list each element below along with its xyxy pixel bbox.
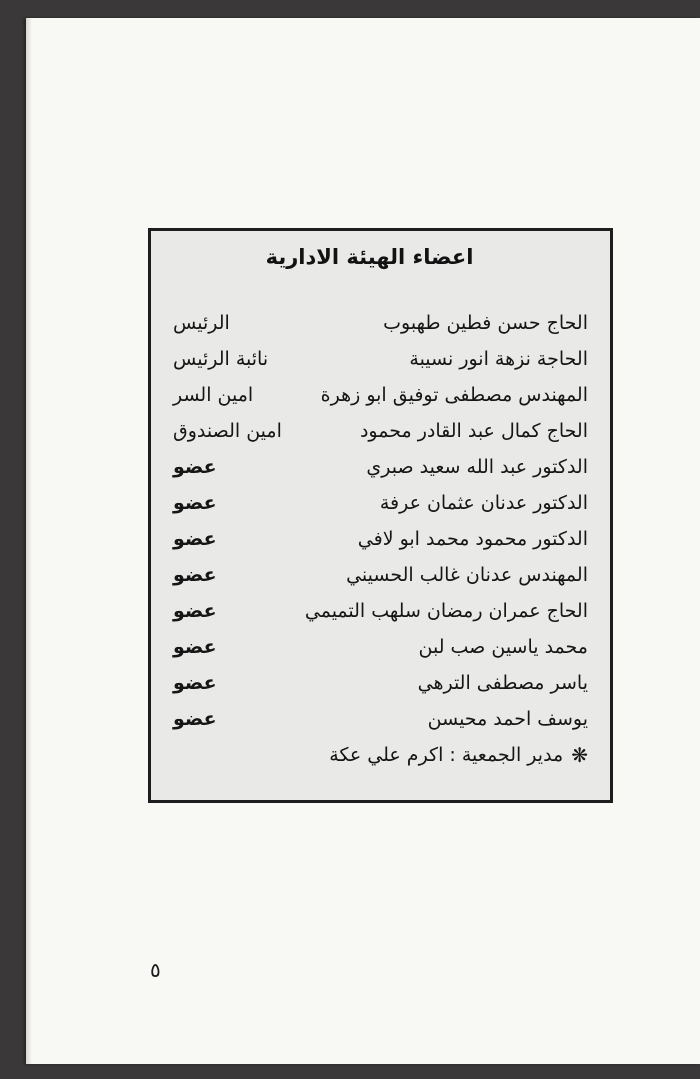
box-title: اعضاء الهيئة الادارية <box>265 245 474 269</box>
member-role: نائبة الرئيس <box>173 348 269 370</box>
board-members-box <box>148 228 613 803</box>
member-role: عضو <box>173 564 217 586</box>
member-name: الحاجة نزهة انور نسيبة <box>409 348 588 370</box>
member-row <box>151 305 588 341</box>
director-text: مدير الجمعية : اكرم علي عكة <box>329 744 564 766</box>
member-name: المهندس عدنان غالب الحسيني <box>346 564 588 586</box>
director-line <box>151 737 588 773</box>
member-role: عضو <box>173 528 217 550</box>
member-row <box>151 665 588 701</box>
member-role: عضو <box>173 456 217 478</box>
member-role: الرئيس <box>173 312 230 334</box>
member-name: محمد ياسين صب لبن <box>418 636 588 658</box>
member-role: امين الصندوق <box>173 420 282 442</box>
member-row <box>151 521 588 557</box>
member-row <box>151 557 588 593</box>
member-role: عضو <box>173 708 217 730</box>
member-role: عضو <box>173 600 217 622</box>
member-role: امين السر <box>173 384 254 406</box>
member-name: الحاج حسن فطين طهبوب <box>383 312 588 334</box>
asterisk-icon: ❋ <box>571 743 588 767</box>
member-row <box>151 701 588 737</box>
member-role: عضو <box>173 672 217 694</box>
member-role: عضو <box>173 492 217 514</box>
member-name: الدكتور عبد الله سعيد صبري <box>366 456 588 478</box>
page-number: ٥ <box>150 958 161 982</box>
member-row <box>151 485 588 521</box>
member-row <box>151 593 588 629</box>
member-name: الحاج كمال عبد القادر محمود <box>359 420 588 442</box>
member-row <box>151 377 588 413</box>
member-name: الحاج عمران رمضان سلهب التميمي <box>304 600 588 622</box>
member-row <box>151 449 588 485</box>
member-name: ياسر مصطفى الترهي <box>417 672 588 694</box>
member-row <box>151 341 588 377</box>
member-row <box>151 629 588 665</box>
member-name: يوسف احمد محيسن <box>427 708 588 730</box>
member-role: عضو <box>173 636 217 658</box>
member-name: الدكتور عدنان عثمان عرفة <box>379 492 588 514</box>
member-name: الدكتور محمود محمد ابو لافي <box>357 528 588 550</box>
member-name: المهندس مصطفى توفيق ابو زهرة <box>320 384 588 406</box>
document-page <box>26 18 700 1064</box>
member-row <box>151 413 588 449</box>
